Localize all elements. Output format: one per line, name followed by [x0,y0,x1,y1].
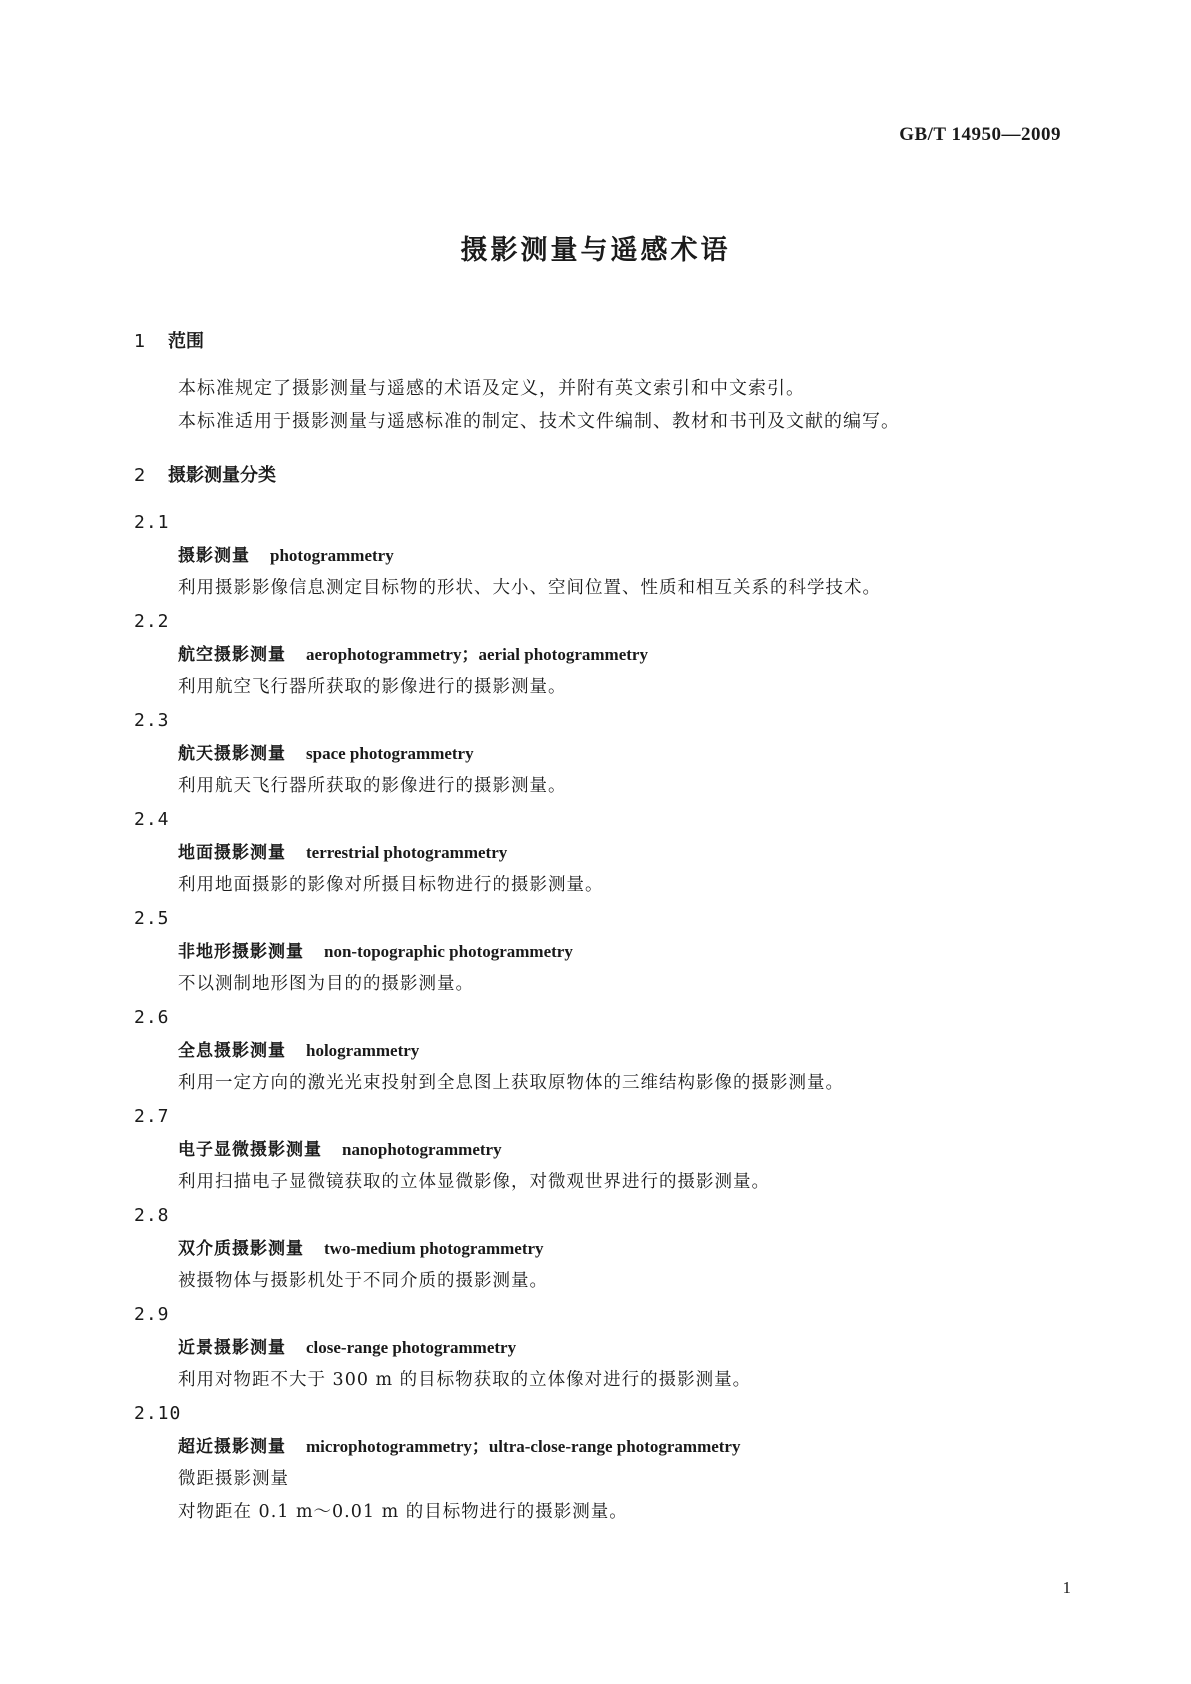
term-heading [134,1133,1074,1166]
term-definition: 利用摄影影像信息测定目标物的形状、大小、空间位置、性质和相互关系的科学技术。 [178,578,881,598]
term-chinese: 航空摄影测量 [178,645,286,665]
term-definition: 利用航天飞行器所获取的影像进行的摄影测量。 [178,776,567,796]
term-entry [134,803,1074,902]
scope-paragraph: 本标准适用于摄影测量与遥感标准的制定、技术文件编制、教材和书刊及文献的编写。 [178,411,900,432]
section-heading-scope [134,330,1074,354]
term-chinese: 双介质摄影测量 [178,1239,304,1259]
term-english: aerophotogrammetry；aerial photogrammetry [306,645,648,664]
term-heading [134,1331,1074,1364]
term-list [134,506,1074,1529]
term-definition: 对物距在 0.1 m～0.01 m 的目标物进行的摄影测量。 [178,1502,628,1522]
term-english: two-medium photogrammetry [324,1239,544,1258]
scope-paragraph: 本标准规定了摄影测量与遥感的术语及定义，并附有英文索引和中文索引。 [178,378,805,399]
term-english: terrestrial photogrammetry [306,843,508,862]
term-heading [134,737,1074,770]
term-heading [134,935,1074,968]
term-english: microphotogrammetry；ultra-close-range photogrammetry [306,1437,741,1456]
term-english: close-range photogrammetry [306,1338,517,1357]
term-heading [134,638,1074,671]
term-entry [134,1298,1074,1397]
term-number: 2.2 [134,611,170,632]
document-body [134,330,1074,1529]
term-number: 2.9 [134,1304,170,1325]
section-number: 1 [134,331,146,352]
term-entry [134,1397,1074,1529]
section-title: 范围 [168,331,204,352]
section-title: 摄影测量分类 [168,465,276,486]
standard-code: GB/T 14950—2009 [899,124,1061,145]
term-entry [134,1001,1074,1100]
term-number: 2.1 [134,512,170,533]
document-title: 摄影测量与遥感术语 [460,235,731,266]
term-definition: 利用扫描电子显微镜获取的立体显微影像，对微观世界进行的摄影测量。 [178,1172,770,1192]
term-entry [134,1100,1074,1199]
term-number: 2.6 [134,1007,170,1028]
term-english: non-topographic photogrammetry [324,942,573,961]
term-definition: 利用一定方向的激光光束投射到全息图上获取原物体的三维结构影像的摄影测量。 [178,1073,844,1093]
term-chinese: 超近摄影测量 [178,1437,286,1457]
term-entry [134,1199,1074,1298]
term-synonym: 微距摄影测量 [178,1469,289,1489]
term-chinese: 电子显微摄影测量 [178,1140,322,1160]
term-chinese: 非地形摄影测量 [178,942,304,962]
term-heading [134,539,1074,572]
term-number: 2.5 [134,908,170,929]
term-english: space photogrammetry [306,744,474,763]
section-number: 2 [134,465,146,486]
term-chinese: 航天摄影测量 [178,744,286,764]
term-number: 2.3 [134,710,170,731]
term-chinese: 摄影测量 [178,546,250,566]
term-chinese: 地面摄影测量 [178,843,286,863]
term-heading [134,836,1074,869]
term-definition: 被摄物体与摄影机处于不同介质的摄影测量。 [178,1271,548,1291]
term-definition: 不以测制地形图为目的的摄影测量。 [178,974,474,994]
term-entry [134,902,1074,1001]
term-definition: 利用地面摄影的影像对所摄目标物进行的摄影测量。 [178,875,604,895]
term-entry [134,605,1074,704]
term-number: 2.4 [134,809,170,830]
term-heading [134,1430,1074,1463]
term-chinese: 全息摄影测量 [178,1041,286,1061]
term-chinese: 近景摄影测量 [178,1338,286,1358]
term-heading [134,1034,1074,1067]
term-english: photogrammetry [270,546,394,565]
page-number: 1 [1062,1578,1071,1597]
term-number: 2.10 [134,1403,182,1424]
term-definition: 利用对物距不大于 300 m 的目标物获取的立体像对进行的摄影测量。 [178,1370,752,1390]
term-entry [134,704,1074,803]
term-number: 2.8 [134,1205,170,1226]
term-english: nanophotogrammetry [342,1140,502,1159]
term-heading [134,1232,1074,1265]
section-heading-classification [134,464,1074,488]
scope-paragraphs [134,372,1074,438]
term-entry [134,506,1074,605]
term-number: 2.7 [134,1106,170,1127]
term-english: hologrammetry [306,1041,420,1060]
term-definition: 利用航空飞行器所获取的影像进行的摄影测量。 [178,677,567,697]
